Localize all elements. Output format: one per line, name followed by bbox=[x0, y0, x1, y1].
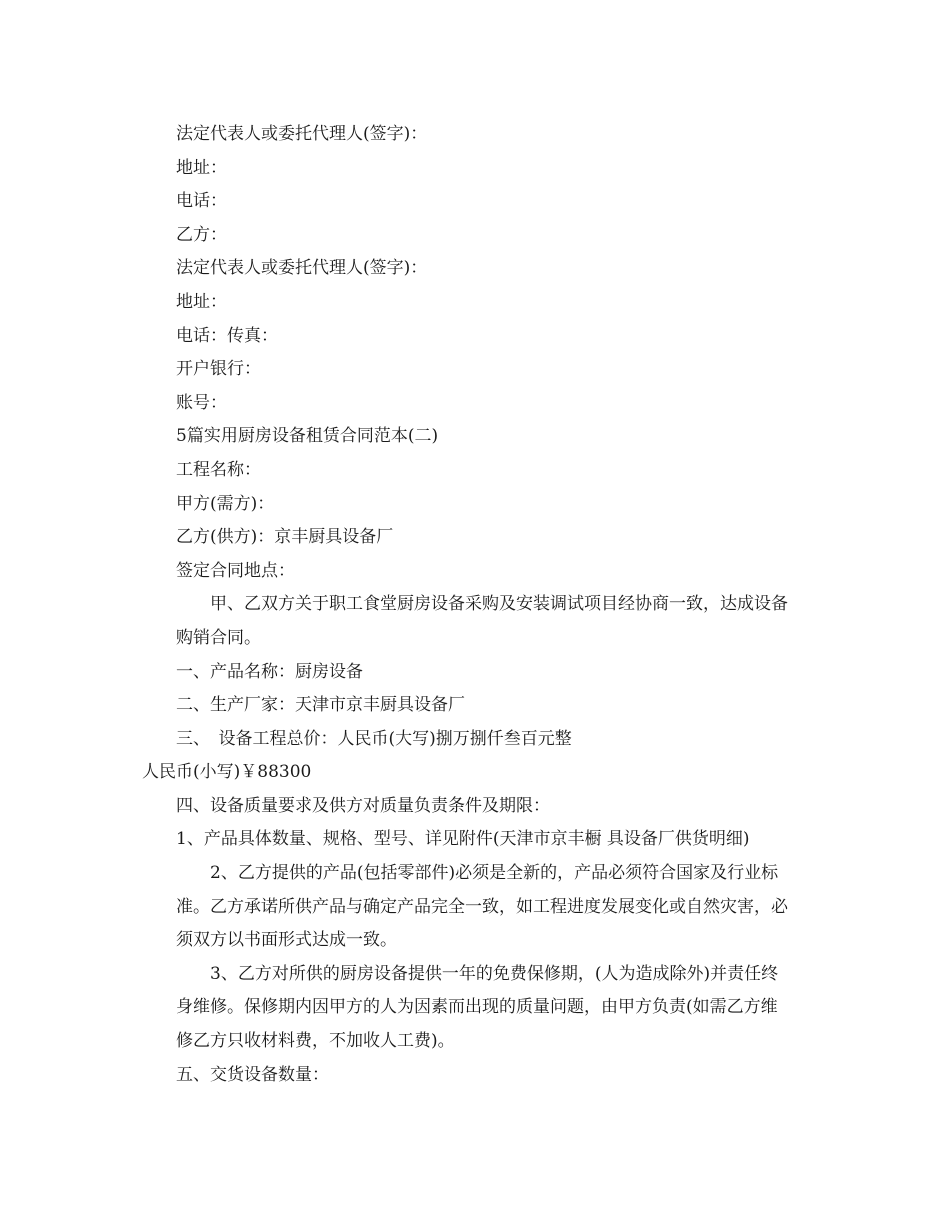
item-3-line-3: 修乙方只收材料费，不加收人工费)。 bbox=[176, 1031, 455, 1052]
party-a-representative-label: 法定代表人或委托代理人(签字)： bbox=[176, 124, 428, 144]
clause-quality-item-3 bbox=[142, 958, 782, 1059]
price-lowercase: 人民币(小写)￥88300 bbox=[142, 762, 312, 783]
clause-manufacturer: 二、生产厂家：天津市京丰厨具设备厂 bbox=[176, 695, 465, 716]
item-3-line-1: 3、乙方对所供的厨房设备提供一年的免费保修期，(人为造成除外)并责任终 bbox=[210, 963, 779, 984]
party-b-bank-label: 开户银行： bbox=[176, 359, 261, 380]
item-2-line-3: 须双方以书面形式达成一致。 bbox=[176, 930, 397, 951]
clause-product-name: 一、产品名称：厨房设备 bbox=[176, 661, 363, 682]
party-b-account-label: 账号： bbox=[176, 392, 227, 413]
item-2-line-1: 2、乙方提供的产品(包括零部件)必须是全新的，产品必须符合国家及行业标 bbox=[210, 863, 779, 884]
agreement-line-2: 购销合同。 bbox=[176, 627, 261, 648]
agreement-paragraph bbox=[142, 588, 788, 655]
party-b-label: 乙方： bbox=[176, 224, 227, 245]
clause-delivery-quantity: 五、交货设备数量： bbox=[176, 1064, 329, 1085]
buyer-label: 甲方(需方)： bbox=[176, 493, 275, 514]
party-a-address-label: 地址： bbox=[176, 157, 227, 178]
agreement-line-1: 甲、乙双方关于职工食堂厨房设备采购及安装调试项目经协商一致，达成设备 bbox=[210, 594, 788, 615]
party-b-representative-label: 法定代表人或委托代理人(签字)： bbox=[176, 258, 428, 279]
clause-quality-item-2 bbox=[142, 857, 788, 958]
signing-location-label: 签定合同地点： bbox=[176, 560, 295, 581]
party-a-phone-label: 电话： bbox=[176, 191, 227, 212]
item-3-line-2: 身维修。保修期内因甲方的人为因素而出现的质量问题，由甲方负责(如需乙方维 bbox=[176, 997, 778, 1018]
clause-quality-item-1: 1、产品具体数量、规格、型号、详见附件(天津市京丰橱 具设备厂供货明细) bbox=[176, 829, 750, 850]
document-body bbox=[142, 118, 816, 1092]
contract-title: 5篇实用厨房设备租赁合同范本(二) bbox=[176, 426, 439, 447]
supplier-label: 乙方(供方)：京丰厨具设备厂 bbox=[176, 527, 394, 548]
clause-total-price: 三、 设备工程总价：人民币(大写)捌万捌仟叁百元整 bbox=[176, 728, 572, 749]
party-b-phone-fax-label: 电话：传真： bbox=[176, 325, 278, 346]
project-name-label: 工程名称： bbox=[176, 459, 261, 480]
party-b-address-label: 地址： bbox=[176, 291, 227, 312]
item-2-line-2: 准。乙方承诺所供产品与确定产品完全一致，如工程进度发展变化或自然灾害，必 bbox=[176, 896, 788, 917]
clause-quality-heading: 四、设备质量要求及供方对质量负责条件及期限： bbox=[176, 795, 550, 816]
